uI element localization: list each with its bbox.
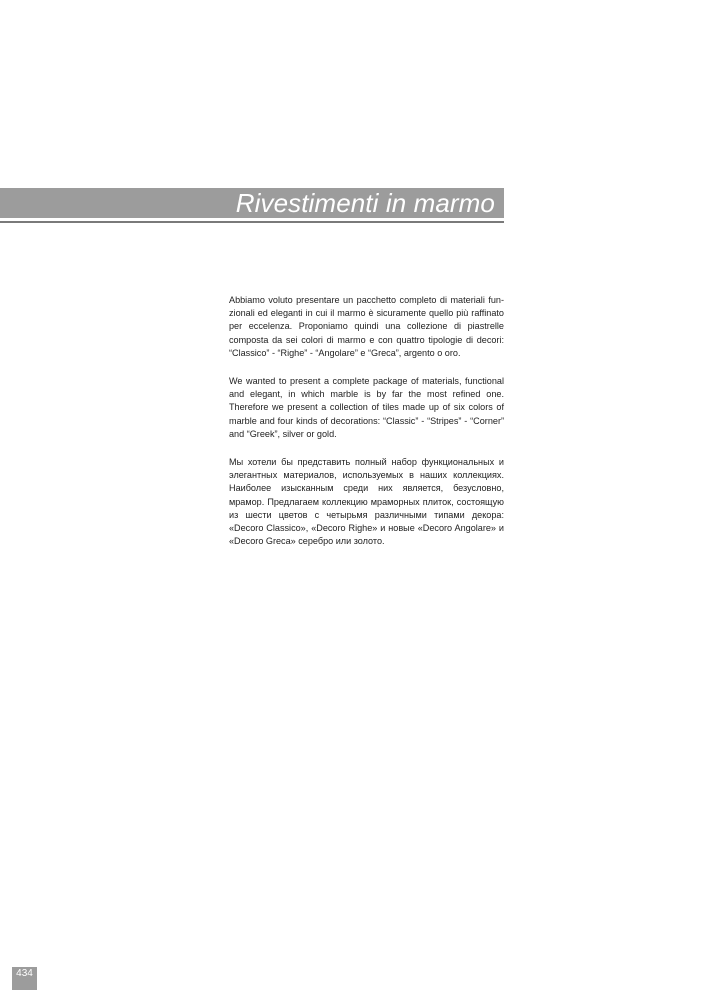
section-title-band [0,188,504,218]
paragraph-english: We wanted to present a complete package of materials, functional and elegant, in which marble is by far the most refined one. Therefore we present a collection of tiles made up of six colors of marble and four kinds of decorations: “Classic” - “Stripes” - “Corner” and “Greek”, silver or gold. [229,376,504,439]
title-divider [0,221,504,223]
paragraph-italian: Abbiamo voluto presentare un pacchetto completo di materiali funzionali ed eleganti in cui il marmo è sicuramente quello più raffinato per eccelenza. Proponiamo quindi una collezione di piastrelle composta da sei colori di marmo e con quattro tipologie di decori: “Classico” - “Righe” - “Angolare” e “Greca”, argento o oro. [229,295,504,358]
body-text-block [229,294,504,563]
paragraph-russian: Мы хотели бы представить полный набор функциональных и элегантных материалов, используемых в наших коллекциях. Наиболее изысканным среди них является, безусловно, мрамор. Предлагаем коллекцию мраморных плиток, состоящую из шести цветов с четырьмя различными типами декора: «Decoro Classico», «Decoro Righe» и новые «Decoro Angolare» и «Decoro Greca» серебро или золото. [229,457,504,547]
page-number: 434 [12,967,37,990]
section-title: Rivestimenti in marmo [235,188,495,218]
